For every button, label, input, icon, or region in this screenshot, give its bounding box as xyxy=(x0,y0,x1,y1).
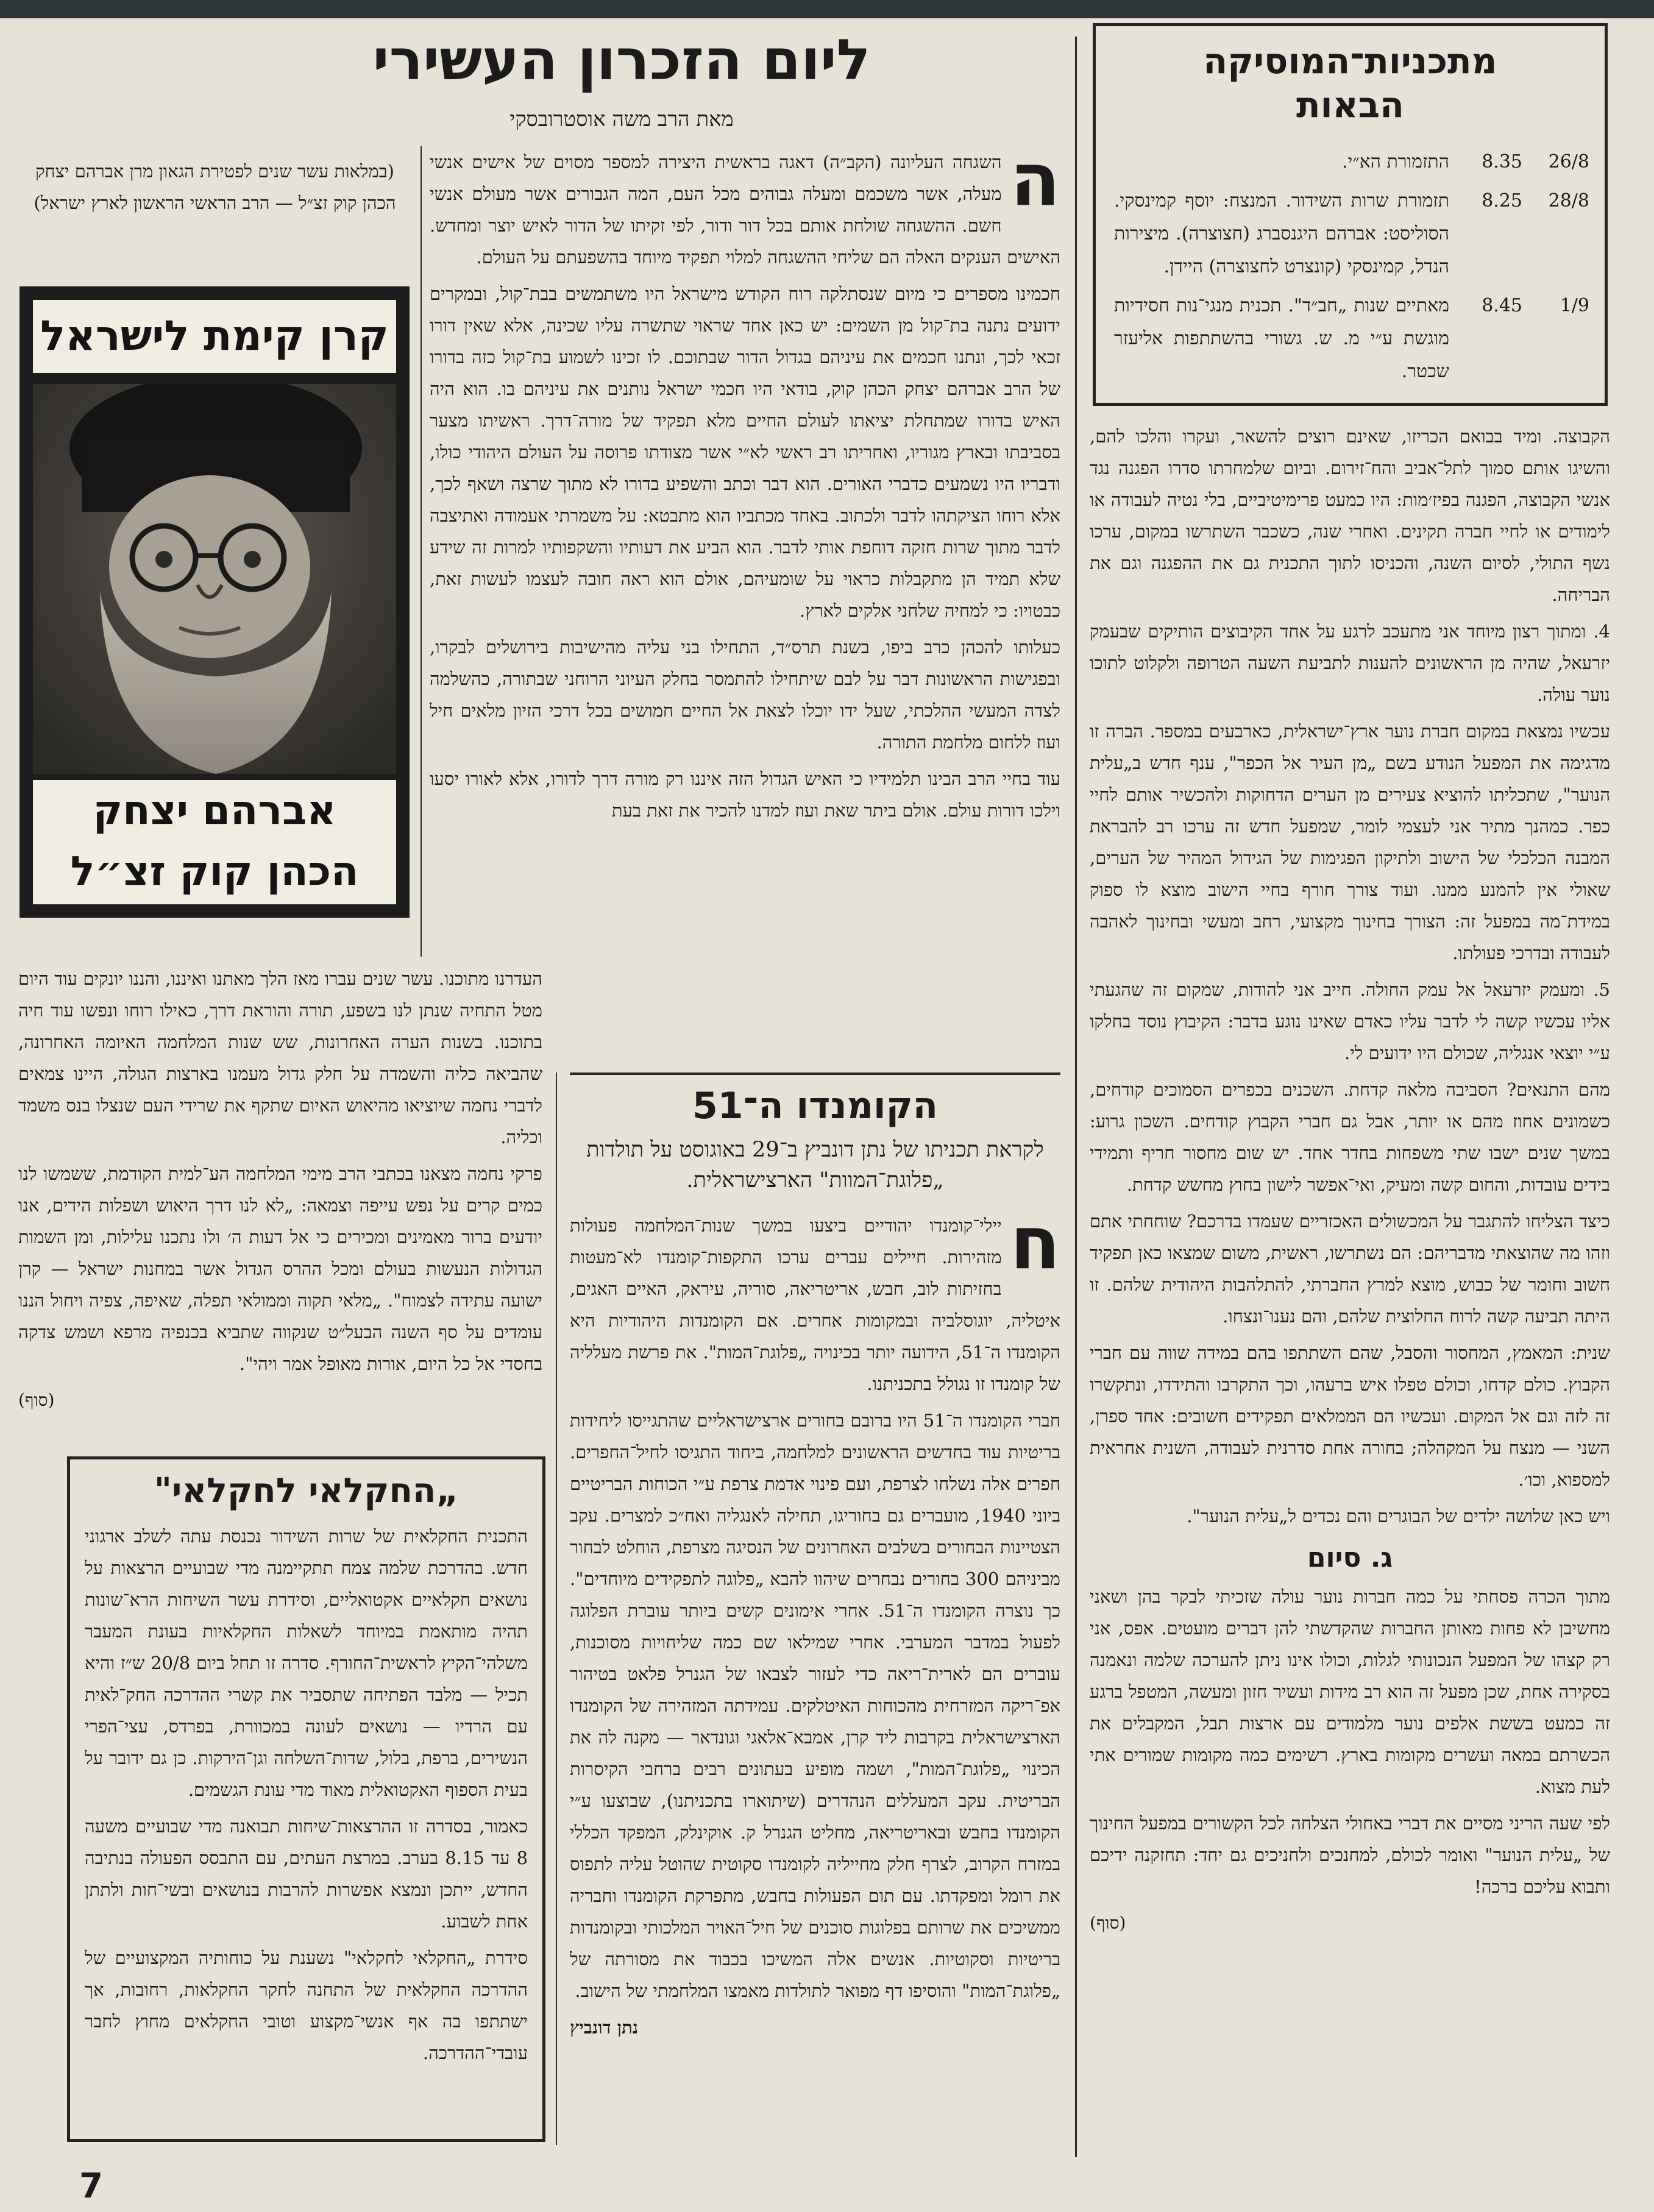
column-divider-middle xyxy=(556,1072,557,2145)
commando-author: נתן דונביץ xyxy=(570,2017,639,2038)
schedule-time: 8.35 xyxy=(1482,151,1522,172)
conclusion-body xyxy=(1090,1581,1610,1902)
yahrzeit-dropcap: ה xyxy=(1010,146,1060,222)
yahrzeit-title: ליום הזכרון העשירי xyxy=(372,27,871,93)
youth-paragraph: כיצד הצליחו להתגבר על המכשולים האכזריים שעמדו בדרכם? שוחחתי אתם וזהו מה שהוצאתי מדבריהם: הם נשתרשו, ראשית, משום שמצאו כאן תפקיד חשוב וחומר של כבוש, מוצא למרץ החברתי, להתלהבות היהודית שלהם. זו היתה תביעה קשה לרוח החלוצית שלהם, והם נענו־ונצחו. xyxy=(1090,1211,1610,1327)
music-schedule-list xyxy=(1114,146,1589,394)
schedule-date: 26/8 xyxy=(1548,151,1589,172)
schedule-date: 28/8 xyxy=(1548,190,1589,211)
schedule-row xyxy=(1114,289,1589,388)
youth-aliyah-article xyxy=(1090,420,1610,2127)
yahrzeit-paragraph: פרקי נחמה מצאנו בכתבי הרב מימי המלחמה הע־למית הקודמת, ששמשו לנו כמים קרים על נפש עייפה וצמאה: „לא לנו דרך היאוש ושפלות הידים, אנו יודעים ברור מאמינים ומכירים כי אל דעות ה׳ ולו נתכנו עלילות, ומן השמות הגדולות הנעשות בעולם ומכל ההרס הגדול אשר במחנות ישראל — קרן ישועה עתידה לצמוח". „מלאי תקוה וממולאי תפלה, שאיפה, צפיה ויחול הננו עומדים על סף השנה הבעל״ט שנקווה שתביא בכנפיה מרפא ושמש צדקה בחסדי אל כל היום, אורות מאופל אמר ויהי". xyxy=(18,1163,542,1374)
portrait-caption-line2: הכהן קוק זצ״ל xyxy=(33,841,396,904)
agri-paragraph: סידרת „החקלאי לחקלאי" נשענת על כוחותיה המקצועיים של ההדרכה החקלאית של התחנה לחקר החקלאות, רחובות, אך ישתתפו בה אף אנשי־מקצוע וטובי החקלאים מחוץ לחבר עובדי־ההדרכה. xyxy=(85,1948,528,2063)
youth-paragraph: ויש כאן שלושה ילדים של הבוגרים והם נכדים ל„עלית הנוער". xyxy=(1187,1506,1610,1526)
youth-article-body xyxy=(1090,420,1610,1532)
music-schedule-box xyxy=(1093,23,1608,406)
commando-subtitle: לקראת תכניתו של נתן דונביץ ב־29 באוגוסט על תולדות „פלוגת־המוות" הארצישראלית. xyxy=(586,1138,1044,1193)
commando-paragraphs xyxy=(570,1210,1060,2007)
yahrzeit-end-mark: (סוף) xyxy=(18,1390,55,1410)
column-divider-right xyxy=(1075,37,1077,2157)
schedule-row xyxy=(1114,185,1589,283)
agri-program-box xyxy=(67,1456,545,2142)
kkl-banner: קרן קימת לישראל xyxy=(33,300,396,373)
yahrzeit-paragraph: השגחה העליונה (הקב״ה) דאגה בראשית היצירה למספר מסוים של אישים אנשי מעלה, אשר משכמם ומעלה גבוהים מכל העם, המה הגבורים אשר מעולם אנשי חשם. ההשגחה שולחת אותם בכל דור ודור, לפי זקיתו של הדור לאיש יוצר ומחדש. האישים הענקים האלה הם שליחי ההשגחה למלוי תפקיד מיוחד בהשפעתם על העולם. xyxy=(430,152,1060,268)
youth-end-mark: (סוף) xyxy=(1090,1913,1126,1933)
schedule-description: מאתיים שנות „חב״ד". תכנית מנגי־נות חסידיות מוגשת ע״י מ. ש. גשורי בהשתתפות אליעזר שכטר. xyxy=(1114,295,1449,382)
commando-dropcap: ח xyxy=(1010,1210,1060,1286)
yahrzeit-body-narrow xyxy=(430,146,1060,1036)
youth-paragraph: 5. ומעמק יזרעאל אל עמק החולה. חייב אני להודות, שמקום זה שהגעתי אליו עכשיו קשה לי לדבר עליו כאדם שאינו נוגע בדבר: הקיבוץ נוסד בחלקו ע״י יוצאי אנגליה, שכולם היו ידועים לי. xyxy=(1090,979,1610,1063)
yahrzeit-note xyxy=(18,155,411,271)
conclusion-paragraph: מתוך הכרה פסחתי על כמה חברות נוער עולה שזכיתי לבקר בהן ושאני מחשיבן לא פחות מאותן החברות שהקדשתי להן דברים מועטים. אפס, אני רק קצהו של המפעל הנכונותי לגלות, וכולו אינו ניתן להערכה שלמה ונאמנה בסקירה אחת, שכן מפעל זה הוא רב מידות ועשיר חזון ומעשה, המטפל ברגע זה כמעט בששת אלפים נוער מלמודים עם ארצות תבל, המקבלים את הכשרתם במאה ועשרים מקומות בארץ. רשימים כמה מקומות שמורים אתי לעת מצוא. xyxy=(1090,1586,1610,1797)
commando-paragraph: חברי הקומנדו ה־51 היו ברובם בחורים ארצישראליים שהתגייסו ליחידות בריטיות עוד בחדשים הראשונים למלחמה, ביחוד התגיסו לחיל־החפרים. חפרים אלה נשלחו לצרפת, ועם פינוי אדמת צרפת ע״י הכוחות הבריטיים ביוני 1940, מועברים גם בחוריגו, תחילה לאנגליה ואח״כ למצרים. עקב הצטיינות הבחורים בשלבים האחרונים של הנסיגה מצרפת, הוחלט לבחור מביניהם 300 בחורים נבחרים שיהוו להבא „פלוגה לתפקידים מיוחדים". כך נוצרה הקומנדו ה־51. אחרי אימונים קשים ביותר עוברת הפלוגה לפעול במדבר המערבי. אחרי שמילאו שם כמה שליחויות מסוכנות, עוברים הם לארית־ריאה כדי לעזור לצבאו של הגנרל פלאט בטיהור אפ־ריקה המזרחית מהכוחות האיטלקים. עמידתה המזהירה של הקומנדו הארצישראלית בקרבות ליד קרן, אמבא־אלאגי וגונדאר — מקנה לה את הכינוי „פלוגת־המות", ושמה מופיע בעתונים רבים ברחבי הקיסרות הבריטית. עקב המעללים הנהדרים (שיתוארו בתכניתנו), שבוצעו ע״י הקומנדו בחבש ובאריטריאה, מחליט הגנרל ק. אוקינלק, המפקד הכללי במזרח הקרוב, לצרף חלק מחייליה לקומנדו סקוטית שהוטל עליה לתפוס את רומל ומפקדתו. עם תום הפעולות בחבש, מתפרקת הקומנדו וחבריה ממשיכים את שרותם בפלוגות סוכנים של חיל־האויר המלכותי ובקומנדות בריטיות וסקוטיות. אנשים אלה המשיכו בכבוד את מסורתה של „פלוגת־המות" והוסיפו דף מפואר לתולדות מאמצו המלחמתי של הישוב. xyxy=(570,1410,1060,2001)
page-number: 7 xyxy=(79,2166,103,2206)
conclusion-paragraph: לפי שעה הריני מסיים את דברי באחולי הצלחה לכל הקשורים במפעל החינוך של „עלית הנוער" ואומר לכולם, למחנכים ולחניכים גם יחד: תחזקנה ידיכם ותבוא עליכם ברכה! xyxy=(1090,1813,1610,1897)
youth-paragraph: הקבוצה. ומיד בבואם הכריזו, שאינם רוצים להשאר, ועקרו והלכו להם, והשיגו אותם סמוך לתל־אביב והח־זירום. וביום שלמחרתו סדרו הפגנה נגד אנשי הקבוצה, הפגנה בפיז׳מות: היו כמעט פרימיטיביים, בלי נטיה לעבודה או לימודים או לחיי חברה תקינים. ואחרי שנה, כשכבר השתרשו במקום, ערכו נשף התולי, לסיום השנה, והכניסו לתוך התכנית גם את ההפגנה וגם את הבריחה. xyxy=(1090,426,1610,605)
commando-body xyxy=(570,1210,1060,2145)
music-box-title-line1: מתכניות־המוסיקה xyxy=(1203,40,1497,82)
yahrzeit-paragraph: כעלותו להכהן כרב ביפו, בשנת תרס״ד, התחילו בני עליה מהישיבות בירושלים לבקרו, ובפגישות הראשונות דבר על לבם שיתחילו להתמסר בחלק העיוני הרוחני שבתורה, כהשלמה לצדה המעשי ההלכתי, שעל ידו יוכלו לצאת אל החיים חמושים בכל דרכי הזיון מלאים חיל ועוז ללחום מלחמת התורה. xyxy=(430,637,1060,753)
yahrzeit-byline: מאת הרב משה אוסטרובסקי xyxy=(509,107,734,132)
schedule-description: תזמורת שרות השידור. המנצח: יוסף קמינסקי. הסוליסט: אברהם היגנסברג (חצוצרה). מיצירות הנדל, קמינסקי (קונצרט לחצוצרה) היידן. xyxy=(1114,190,1449,277)
yahrzeit-wide-paragraphs xyxy=(18,963,542,1380)
schedule-time: 8.45 xyxy=(1482,295,1522,316)
yahrzeit-paragraph: חכמינו מספרים כי מיום שנסתלקה רוח הקודש מישראל היו משתמשים בבת־קול, ובמקרים ידועים נתנה בת־קול מן השמים: יש כאן אחד שראוי שתשרה עליו שכינה, אלא שאין דורו זכאי לכך, ונתנו חכמים את עיניהם בגדול הדור שבתוכם. לו זכינו לשמוע בת־קול כזה בדורו של הרב אברהם יצחק הכהן קוק, בודאי היו חכמי ישראל נותנים את עיניהם בו. הוא היה האיש בדורו שמתחלת יציאתו לעולם החיים מלא תפקיד של מורה־דרך. ראשיתו מצער בסביבתו ובארץ מגוריו, ואחריתו רב ראשי לא״י אשר מצודתו פרוסה על העולם היהודי כולו, ודבריו היו נשמעים כדברי האורים. הוא דבר וכתב והשפיע בדורו לא מתוך שרצה ושאף לכך, אלא רוחו הציקתהו לדבר ולכתוב. באחד מכתביו הוא מתבטא: על משמרתי אעמודה ואתיצבה לדבר מתוך שרות חזקה דוחפת אותי לדבר. הוא הביע את דעותיו והשקפותיו למרות זה שידע שלא תמיד הן מתקבלות כראוי על שומעיהם, אולם הוא ראה חובה לעצמו לעשות זאת, כבטויו: כי למחיה שלחני אלקים לארץ. xyxy=(430,283,1060,621)
music-box-title-line2: הבאות xyxy=(1296,84,1404,126)
agri-paragraph: התכנית החקלאית של שרות השידור נכנסת עתה לשלב ארגוני חדש. בהדרכת שלמה צמח תתקיימנה מדי שבועיים הרצאות על נושאים חקלאיים אקטואליים, וסידרת עשר השיחות הרא־שונות תהיה מותאמת במיוחד לשאלות החקלאיות בעונת המעבר משלהי־הקיץ לראשית־החורף. סדרה זו תחל ביום 20/8 ש״ז והיא תכיל — מלבד הפתיחה שתסביר את קשרי ההדרכה החק־לאית עם הרדיו — נושאים לעונה במכוורת, בפרדס, עצי־הפרי הנשירים, ברפת, בלול, שדות־השלחה וגן־הירקות. כן גם ידובר על בעית הספוף האקטואלית מאוד מדי עונת הגשמים. xyxy=(85,1526,528,1800)
agri-box-body xyxy=(85,1520,528,2130)
commando-top-rule xyxy=(570,1072,1060,1075)
agri-paragraphs xyxy=(85,1520,528,2069)
yahrzeit-paragraph: עוד בחיי הרב הבינו תלמידיו כי האיש הגדול הזה איננו רק מורה דרך לדורו, אלא לאורו יסעו וילכו דורות עולם. אולם ביתר שאת ועוז למדנו להכיר את זאת בעת xyxy=(430,768,1060,821)
yahrzeit-note-text: (במלאות עשר שנים לפטירת הגאון מרן אברהם יצחק הכהן קוק זצ״ל — הרב הראשי הראשון לארץ ישראל) xyxy=(34,161,396,213)
portrait-caption-line1: אברהם יצחק xyxy=(33,780,396,841)
youth-paragraph: שנית: המאמץ, המחסור והסבל, שהם השתתפו בהם במידה שווה עם חברי הקבוץ. כולם קדחו, וכולם טפלו איש ברעהו, וכך התקרבו והתידדו, ונתקשרו זה לזה וגם אל המקום. ועכשיו הם הממלאים תפקידים חשובים: אחד ספרן, השני — מנצח על המקהלה; בחורה אחת סדרנית לעבודה, השנית אחראית למספוא, וכו׳. xyxy=(1090,1342,1610,1490)
commando-paragraph: יילי־קומנדו יהודיים ביצעו במשך שנות־המלחמה פעולות מזהירות. חיילים עברים ערכו התקפות־קומנדו לא־מעטות בחזיתות לוב, חבש, אריטריאה, סוריה, עיראק, האיים האגים, איטליה, יוגוסלביה ובמקומות אחרים. אם הקומנדות היהודיות היא הקומנדו ה־51, הידועה יותר בכינויה „פלוגת־המות". את פרשת מעלליה של קומנדו זו נגולל בתכניתנו. xyxy=(570,1215,1060,1394)
portrait-frame xyxy=(20,286,410,918)
page-top-band xyxy=(0,0,1654,18)
yahrzeit-paragraph: העדרנו מתוכנו. עשר שנים עברו מאז הלך מאתנו ואיננו, והננו יונקים עוד היום מטל התחיה שנתן לנו בשפע, תורה והוראת דרך, כאילו רוחו ונפשו עוד חיה בתוכנו. בשנות הערה האחרונות, שש שנות המלחמה האיומה האחרונה, שהביאה כליה והשמדה על חלק גדול מעמנו בארצות הגולה, היינו צמאים לדברי נחמה שיוציאו מהיאוש האיום שתקף את שרידי העם שנצלו בנס משמד וכליה. xyxy=(18,968,542,1147)
schedule-description: התזמורת הא״י. xyxy=(1341,151,1449,172)
youth-paragraph: 4. ומתוך רצון מיוחד אני מתעכב לרגע על אחד הקיבוצים הותיקים שבעמק יזרעאל, שהיה מן הראשונים להענות לתביעת השעה הטרופה ולקלוט לתוכו נוער עולה. xyxy=(1090,621,1610,705)
yahrzeit-paragraphs xyxy=(430,146,1060,826)
rabbi-portrait-image xyxy=(33,384,396,774)
commando-title: הקומנדו ה־51 xyxy=(692,1085,938,1127)
schedule-time: 8.25 xyxy=(1482,190,1522,211)
schedule-row xyxy=(1114,146,1589,179)
youth-paragraph: מהם התנאים? הסביבה מלאה קדחת. השכנים בכפרים הסמוכים קודחים, כשמונים אחוז מהם או יותר, אבל גם חברי הקבוץ קודחים. השכון גרוע: במשך שנים ישבו שתי משפחות בחדר אחד. יש שום מחסור חריף ותמידי בידים עובדות, והחום קשה ומעיק, ואי־אפשר לישון בחוץ מחשש קדחת. xyxy=(1090,1079,1610,1195)
schedule-date: 1/9 xyxy=(1560,295,1589,316)
youth-paragraph: עכשיו נמצאת במקום חברת נוער ארץ־ישראלית, כארבעים במספר. הברה זו מדגימה את המפעל הנודע בשם „מן העיר אל הכפר", ענף חדש ב„עלית הנוער", שתכליתו להוציא צעירים מן הערים הדחוקות ולהכשיר אותם לחיי כפר. כמהנך מתיר אני לעצמי לומר, שמפעל חדש זה ערכו רב להבראת המבנה הכלכלי של הישוב ולתיקון הפגימות של הגידול המהיר של הערים, שאולי אין להמנע ממנו. ועוד צורך חורף בחיי הישוב מוצא לו ספוק במידת־מה במפעל זה: הצורך בחינוך מקצועי, רחב ומעשי ובחינוך לאהבה לעבודה ובדרכי פעולתו. xyxy=(1090,721,1610,963)
yahrzeit-body-wide xyxy=(18,963,542,1450)
agri-paragraph: כאמור, בסדרה זו ההרצאות־שיחות תבואנה מדי שבועיים משעה 8 עד 8.15 בערב. במרצת העתים, עם התבסס הפעולה בנתיבה החדש, ייתכן ונמצא אפשרות להרבות בנושאים ובשי־חות ולתתן אחת לשבוע. xyxy=(85,1816,528,1932)
agri-box-title: „החקלאי לחקלאי" xyxy=(154,1471,459,1511)
column-divider-left xyxy=(421,146,422,957)
conclusion-heading: ג. סיום xyxy=(1307,1542,1393,1573)
